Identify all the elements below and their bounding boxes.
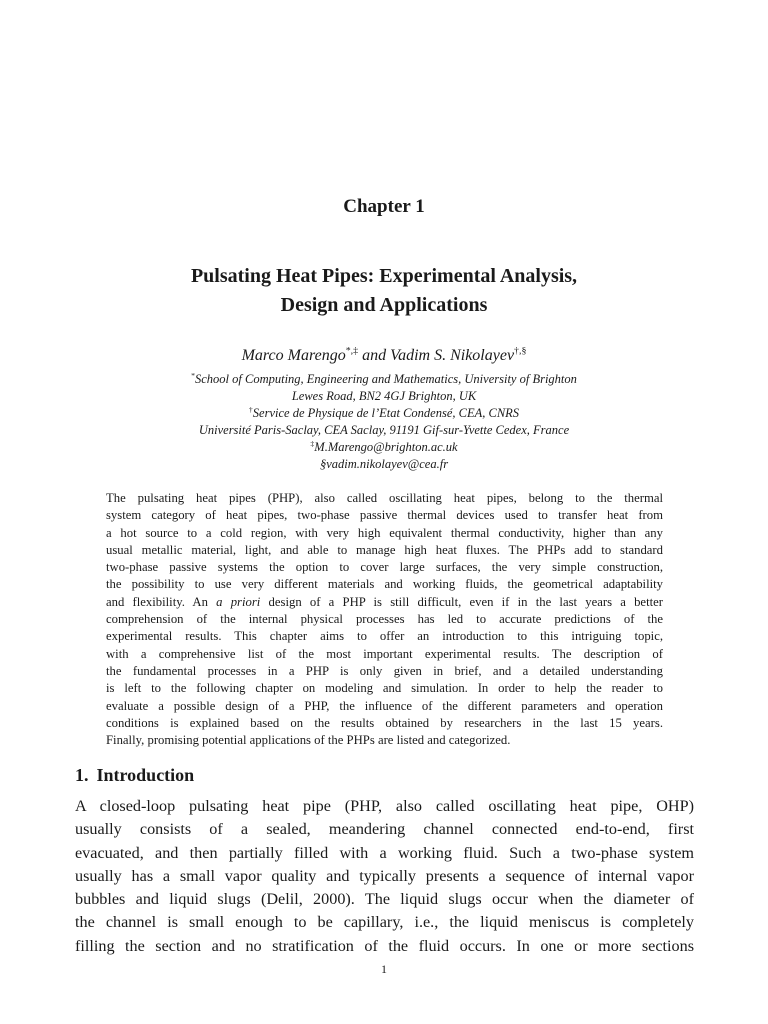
page-number: 1 [381, 962, 387, 976]
abstract-line: comprehension of the internal physical processes has led to accurate predictions of the [106, 612, 663, 627]
affiliation-line [0, 388, 768, 405]
abstract-line: the fundamental processes in a PHP is only given in brief, and a detailed understanding [106, 663, 663, 678]
abstract-line: usual metallic material, light, and able to manage high heat fluxes. The PHPs add to standard [106, 542, 663, 557]
affiliation-line [0, 405, 768, 422]
abstract [106, 490, 663, 749]
abstract-line: a hot source to a cold region, with very high equivalent thermal conductivity, higher than any [106, 525, 663, 540]
abstract-line: experimental results. This chapter aims to offer an introduction to this intriguing topic, [106, 629, 663, 644]
abstract-line: conditions is explained based on the results obtained by researchers in the last 15 years. [106, 715, 663, 730]
affiliation-line [0, 371, 768, 388]
body-paragraph [75, 795, 694, 958]
body-line: the channel is small enough to be capillary, i.e., the liquid meniscus is completely [75, 913, 694, 932]
abstract-line: two-phase passive systems the option to cover large surfaces, the very simple construction, [106, 560, 663, 575]
author-1-marks: *,‡ [345, 345, 359, 357]
chapter-label: Chapter 1 [343, 196, 425, 217]
abstract-line [106, 594, 663, 611]
abstract-text: and flexibility. An [106, 594, 217, 609]
body-line: usually has a small vapor quality and typically presents a sequence of internal vapor [75, 866, 694, 885]
title-line-2: Design and Applications [280, 294, 488, 316]
author-1: Marco Marengo [241, 347, 346, 364]
abstract-line: with a comprehensive list of the most important experimental results. The description of [106, 646, 663, 661]
email-author-1: M.Marengo@brighton.ac.uk [314, 439, 458, 454]
affiliation-line [0, 456, 768, 473]
abstract-line: Finally, promising potential applications of the PHPs are listed and categorized. [106, 733, 511, 748]
abstract-line: the possibility to use very different materials and working fluids, the geometrical adaptability [106, 577, 663, 592]
abstract-line: The pulsating heat pipes (PHP), also called oscillating heat pipes, belong to the thermal [106, 491, 663, 505]
author-line [0, 347, 768, 365]
section-title: Introduction [96, 765, 195, 785]
affiliation-mark: † [248, 404, 253, 414]
italic-term: a priori [216, 594, 261, 609]
title-line-1: Pulsating Heat Pipes: Experimental Analysis, [190, 265, 578, 287]
affiliation-line [0, 422, 768, 439]
abstract-text: design of a PHP is still difficult, even if in the last years a better [260, 594, 663, 609]
body-line: A closed-loop pulsating heat pipe (PHP, also called oscillating heat pipe, OHP) [75, 797, 694, 815]
abstract-line: evaluate a possible design of a PHP, the influence of the different parameters and operation [106, 698, 663, 713]
abstract-line: system category of heat pipes, two-phase passive thermal devices used to transfer heat from [106, 508, 663, 523]
affiliation-mark: * [191, 370, 195, 380]
affiliation-text: Université Paris-Saclay, CEA Saclay, 91191 Gif-sur-Yvette Cedex, France [198, 422, 570, 437]
affiliations [0, 371, 768, 472]
section-number: 1. [75, 765, 89, 785]
author-2-marks: †,§ [514, 345, 527, 357]
chapter-title [0, 262, 768, 320]
author-2: Vadim S. Nikolayev [390, 347, 515, 364]
body-line: evacuated, and then partially filled with a working fluid. Such a two-phase system [75, 843, 694, 862]
affiliation-text: Lewes Road, BN2 4GJ Brighton, UK [291, 388, 477, 403]
body-line: usually consists of a sealed, meandering channel connected end-to-end, first [75, 820, 694, 839]
section-heading [75, 765, 194, 786]
affiliation-line [0, 439, 768, 456]
affiliation-text: Service de Physique de l’Etat Condensé, CEA, CNRS [252, 405, 520, 420]
affiliation-mark: § [319, 456, 327, 471]
body-line: filling the section and no stratification of the fluid occurs. In one or more sections [75, 936, 694, 955]
body-line: bubbles and liquid slugs (Delil, 2000). The liquid slugs occur when the diameter of [75, 890, 694, 909]
email-author-2: vadim.nikolayev@cea.fr [326, 456, 449, 471]
affiliation-text: School of Computing, Engineering and Mathematics, University of Brighton [194, 372, 577, 386]
affiliation-mark: ‡ [310, 438, 315, 448]
author-conjunction: and [362, 347, 387, 364]
abstract-line: is left to the following chapter on modeling and simulation. In order to help the reader to [106, 681, 663, 696]
